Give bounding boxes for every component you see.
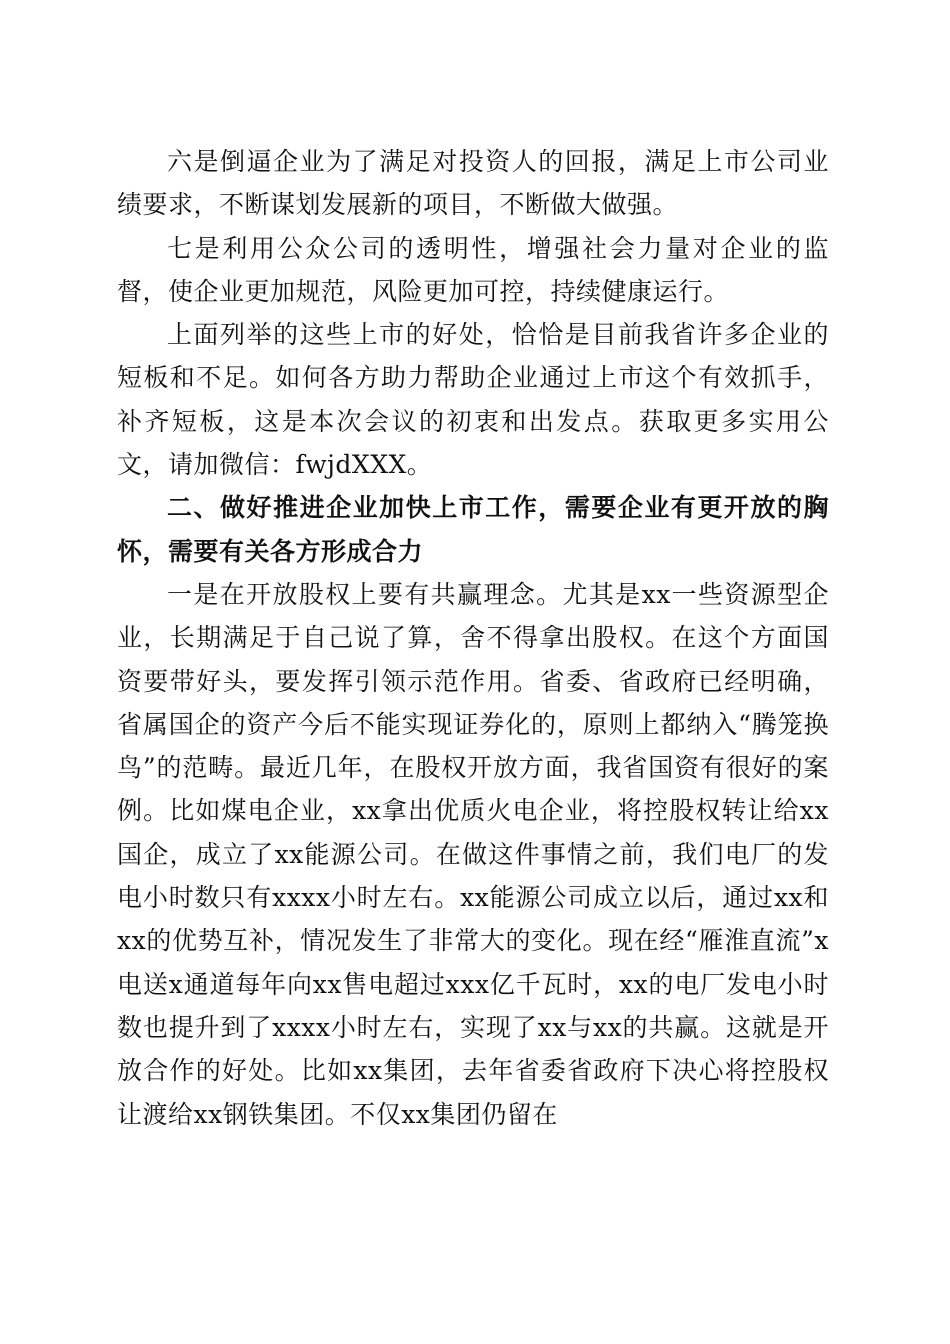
paragraph-point-one: 一是在开放股权上要有共赢理念。尤其是xx一些资源型企业，长期满足于自己说了算，舍不得拿出股权。在这个方面国资要带好头，要发挥引领示范作用。省委、省政府已经明确，省属国企的资产今后不能实现证券化的，原则上都纳入“腾笼换鸟”的范畴。最近几年，在股权开放方面，我省国资有很好的案例。比如煤电企业，xx拿出优质火电企业，将控股权转让给xx国企，成立了xx能源公司。在做这件事情之前，我们电厂的发电小时数只有xxxx小时左右。xx能源公司成立以后，通过xx和xx的优势互补，情况发生了非常大的变化。现在经“雁淮直流”x电送x通道每年向xx售电超过xxx亿千瓦时，xx的电厂发电小时数也提升到了xxxx小时左右，实现了xx与xx的共赢。这就是开放合作的好处。比如xx集团，去年省委省政府下决心将控股权让渡给xx钢铁集团。不仅xx集团仍留在 xyxy=(117,579,829,1129)
paragraph-point-six: 六是倒逼企业为了满足对投资人的回报，满足上市公司业绩要求，不断谋划发展新的项目，不断做大做强。 xyxy=(117,147,829,220)
paragraph-summary: 上面列举的这些上市的好处，恰恰是目前我省许多企业的短板和不足。如何各方助力帮助企业通过上市这个有效抓手，补齐短板，这是本次会议的初衷和出发点。获取更多实用公文，请加微信：fwjdXXX。 xyxy=(117,320,829,480)
document-page xyxy=(117,140,829,1136)
paragraph-point-seven: 七是利用公众公司的透明性，增强社会力量对企业的监督，使企业更加规范，风险更加可控，持续健康运行。 xyxy=(117,233,829,306)
section-heading: 二、做好推进企业加快上市工作，需要企业有更开放的胸怀，需要有关各方形成合力 xyxy=(117,493,829,566)
